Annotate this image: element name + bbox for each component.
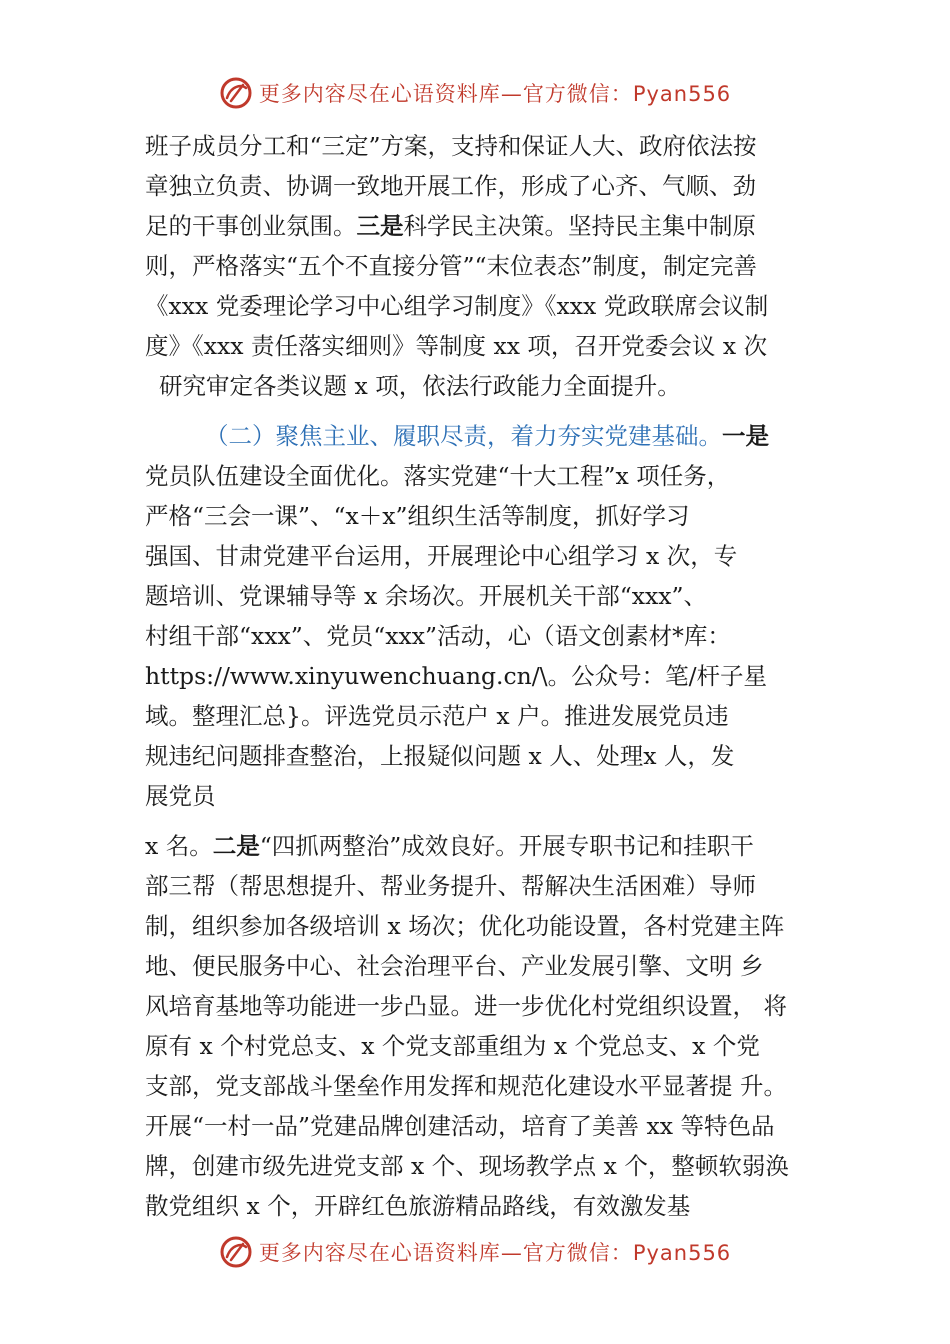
header-separator: — <box>500 82 523 106</box>
header-text <box>259 78 731 108</box>
text-line: 支部，党支部战斗堡垒作用发挥和规范化建设水平显著提 升。 <box>145 1072 787 1100</box>
text-line: 部三帮（帮思想提升、帮业务提升、帮解决生活困难）导师 <box>145 872 756 900</box>
text-line: 村组干部“xxx”、党员“xxx”活动，心（语文创素材*库： <box>145 622 731 650</box>
text-line: 题培训、党课辅导等 x 余场次。开展机关干部“xxx”、 <box>145 582 707 610</box>
text-line <box>145 206 835 246</box>
footer-slogan: 更多内容尽在心语资料库 <box>258 1241 501 1265</box>
text-span: 足的干事创业氛围。 <box>145 212 357 240</box>
text-line: 风培育基地等功能进一步凸显。进一步优化村党组织设置， 将 <box>145 992 787 1020</box>
text-span: 科学民主决策。坚持民主集中制原 <box>403 212 756 240</box>
header-wechat-id: Pyan556 <box>632 82 732 106</box>
footer-text <box>259 1237 731 1267</box>
text-line: 域。整理汇总}。评选党员示范户 x 户。推进发展党员违 <box>145 702 729 730</box>
text-line: 班子成员分工和“三定”方案，支持和保证人大、政府依法按 <box>145 132 757 160</box>
document-body <box>145 126 835 1226</box>
header-banner <box>0 73 950 113</box>
logo-icon <box>219 76 253 110</box>
text-line: 则，严格落实“五个不直接分管”“末位表态”制度，制定完善 <box>145 252 758 280</box>
text-span: “四抓两整治”成效良好。开展专职书记和挂职干 <box>259 832 754 860</box>
section-heading <box>145 416 835 456</box>
text-line: 制，组织参加各级培训 x 场次；优化功能设置，各村党建主阵 <box>145 912 785 940</box>
text-line: 强国、甘肃党建平台运用，开展理论中心组学习 x 次，专 <box>145 542 738 570</box>
footer-wechat-id: Pyan556 <box>632 1241 732 1265</box>
text-line: 党员队伍建设全面优化。落实党建“十大工程”x 项任务， <box>145 462 731 490</box>
footer-separator: — <box>500 1241 523 1265</box>
text-line <box>145 826 835 866</box>
heading-text: （二）聚焦主业、履职尽责，着力夯实党建基础。 <box>205 422 722 450</box>
header-slogan: 更多内容尽在心语资料库 <box>258 82 501 106</box>
text-line: 散党组织 x 个，开辟红色旅游精品路线，有效激发基 <box>145 1192 691 1220</box>
text-line: 章独立负责、协调一致地开展工作，形成了心齐、气顺、劲 <box>145 172 756 200</box>
text-line: 原有 x 个村党总支、x 个党支部重组为 x 个党总支、x 个党 <box>145 1032 760 1060</box>
bold-marker: 二是 <box>212 832 260 860</box>
text-line: 牌，创建市级先进党支部 x 个、现场教学点 x 个，整顿软弱涣 <box>145 1152 789 1180</box>
logo-icon <box>219 1235 253 1269</box>
text-span: x 名。 <box>145 832 213 860</box>
text-line: https://www.xinyuwenchuang.cn/\。公众号：笔/杆子星 <box>145 662 768 690</box>
text-line: 《xxx 党委理论学习中心组学习制度》《xxx 党政联席会议制 <box>145 292 769 320</box>
text-line: 严格“三会一课”、“x＋x”组织生活等制度，抓好学习 <box>145 502 690 530</box>
footer-wechat-label: 官方微信： <box>522 1241 633 1265</box>
footer-banner <box>0 1232 950 1272</box>
text-line: 研究审定各类议题 x 项，依法行政能力全面提升。 <box>159 372 681 400</box>
text-line: 开展“一村一品”党建品牌创建活动，培育了美善 xx 等特色品 <box>145 1112 775 1140</box>
text-line: 度》《xxx 责任落实细则》等制度 xx 项，召开党委会议 x 次 <box>145 332 768 360</box>
bold-marker: 一是 <box>722 422 769 450</box>
text-line: 地、便民服务中心、社会治理平台、产业发展引擎、文明 乡 <box>145 952 764 980</box>
text-line: 规违纪问题排查整治，上报疑似问题 x 人、处理x 人，发 <box>145 742 735 770</box>
text-line: 展党员 <box>145 782 216 810</box>
header-wechat-label: 官方微信： <box>522 82 633 106</box>
bold-marker: 三是 <box>356 212 404 240</box>
